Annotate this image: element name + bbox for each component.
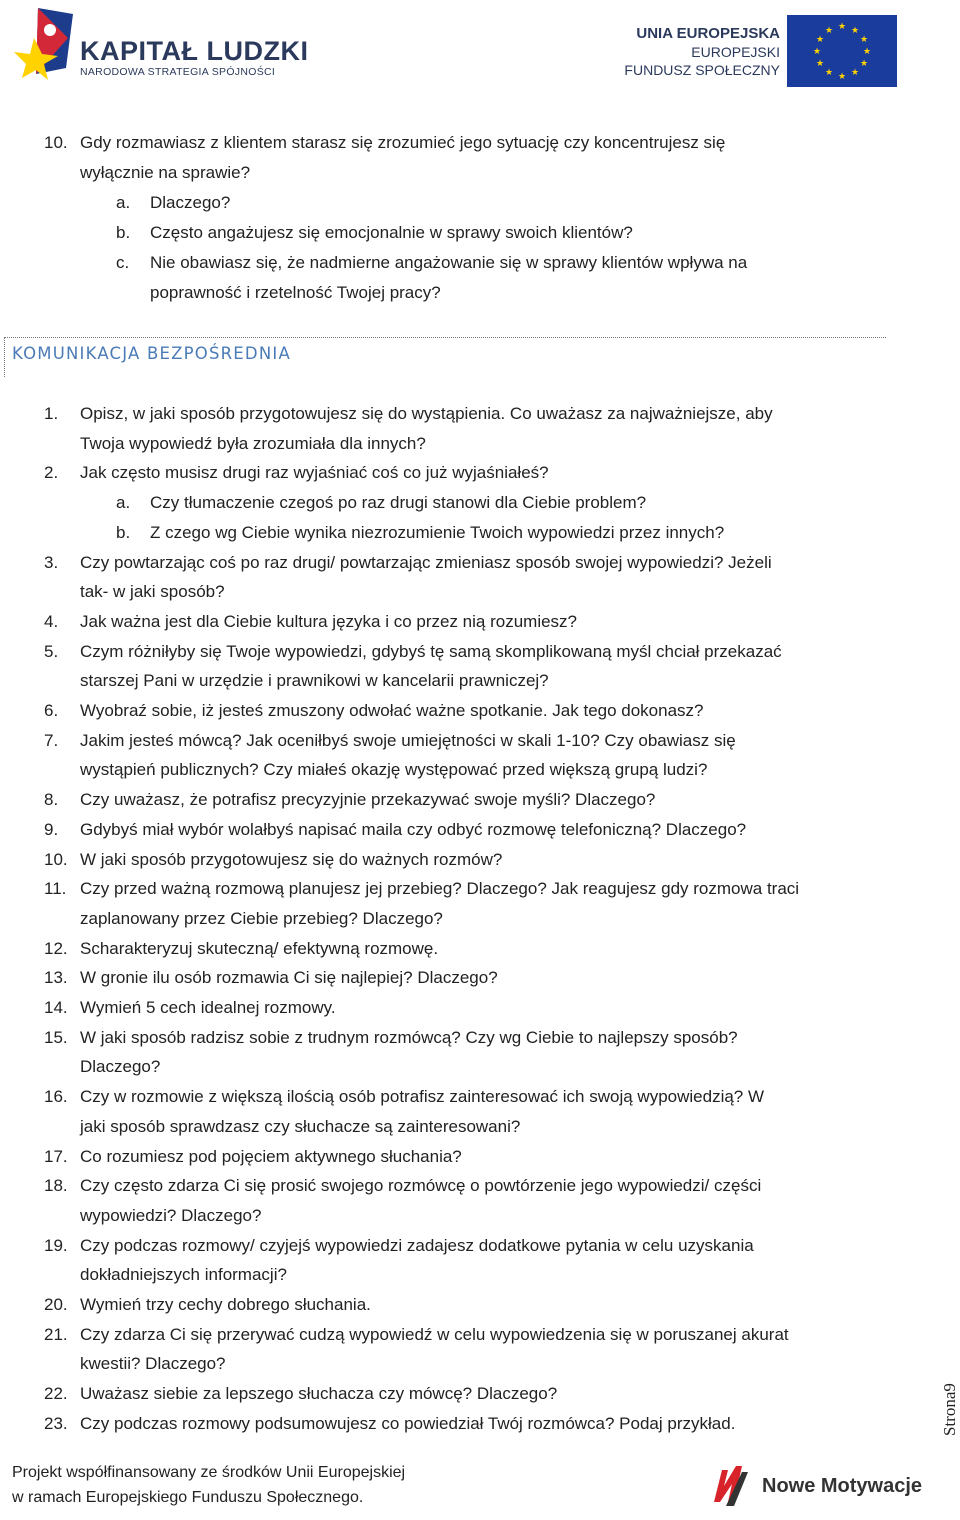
question-number: 10. [44,849,68,869]
question-text: Jak często musisz drugi raz wyjaśniać coś co już wyjaśniałeś? [80,463,549,483]
question-number: 8. [44,790,59,810]
question-text: Wymień trzy cechy dobrego słuchania. [80,1295,371,1314]
question-number: 4. [44,611,59,631]
question-text-line2: dokładniejszych informacji? [80,1265,287,1285]
question-text-line2: wypowiedzi? Dlaczego? [80,1205,262,1225]
question-number: 23. [44,1413,68,1433]
question-text: Czy przed ważną rozmową planujesz jej przebieg? Dlaczego? Jak reagujesz gdy rozmowa traci [80,879,800,899]
footer-line2: w ramach Europejskiego Funduszu Społecznego. [12,1489,364,1506]
question-number: 3. [44,552,59,572]
question-text: Co rozumiesz pod pojęciem aktywnego słuchania? [80,1146,462,1166]
question-text-line2: jaki sposób sprawdzasz czy słuchacze są zainteresowani? [80,1116,521,1136]
question-text: Czy zdarza Ci się przerywać cudzą wypowiedź w celu wypowiedzenia się w poruszanej akurat [80,1324,789,1344]
question-number: 18. [44,1176,68,1196]
question-text: Opisz, w jaki sposób przygotowujesz się do wystąpienia. Co uważasz za najważniejsze, aby [80,404,773,423]
question-text: Scharakteryzuj skuteczną/ efektywną rozmowę. [80,938,439,958]
svg-text:★: ★ [812,47,822,57]
question-text: Czy podczas rozmowy podsumowujesz co powiedział Twój rozmówca? Podaj przykład. [80,1413,736,1433]
question-number: 15. [44,1027,68,1047]
intro-question-line2: wyłącznie na sprawie? [80,163,251,182]
question-text: Uważasz siebie za lepszego słuchacza czy mówcę? Dlaczego? [80,1384,558,1404]
svg-text:★: ★ [859,35,869,45]
eu-flag-icon [787,15,897,87]
page-number-text: Strona9 [940,1383,959,1436]
eu-line3: FUNDUSZ SPOŁECZNY [624,62,780,78]
question-number: 13. [44,968,68,988]
question-number: 11. [44,879,67,899]
question-text: W jaki sposób radzisz sobie z trudnym rozmówcą? Czy wg Ciebie to najlepszy sposób? [80,1027,738,1047]
question-text: Jak ważna jest dla Ciebie kultura języka i co przez nią rozumiesz? [80,611,578,631]
question-number: 22. [44,1384,68,1404]
question-number: 1. [44,404,59,423]
footer-text [12,1460,405,1510]
question-number: 12. [44,938,68,958]
question-text: Czy podczas rozmowy/ czyjejś wypowiedzi zadajesz dodatkowe pytania w celu uzyskania [80,1235,754,1255]
sub-text-line1: Nie obawiasz się, że nadmierne angażowanie się w sprawy klientów wpływa na [150,253,748,272]
question-number: 9. [44,819,59,839]
question-number: 19. [44,1235,68,1255]
nowe-motywacje-label: Nowe Motywacje [762,1475,923,1497]
question-number: 5. [44,641,59,661]
question-text: Czym różniłyby się Twoje wypowiedzi, gdybyś tę samą skomplikowaną myśl chciał przekazać [80,641,782,661]
sub-text: Z czego wg Ciebie wynika niezrozumienie Twoich wypowiedzi przez innych? [150,522,725,542]
question-number: 2. [44,463,59,483]
page-header [0,0,960,100]
question-text: Czy w rozmowie z większą ilością osób potrafisz zainteresować ich swoją wypowiedzią? W [80,1087,765,1107]
question-text: Gdybyś miał wybór wolałbyś napisać maila czy odbyć rozmowę telefoniczną? Dlaczego? [80,819,747,839]
question-text-line2: wystąpień publicznych? Czy miałeś okazję występować przed większą grupą ludzi? [80,760,708,780]
question-number: 14. [44,998,68,1017]
kapital-ludzki-subtitle: NARODOWA STRATEGIA SPÓJNOŚCI [80,66,276,78]
question-text: Czy często zdarza Ci się prosić swojego rozmówcę o powtórzenie jego wypowiedzi/ części [80,1176,762,1196]
svg-text:★: ★ [837,22,847,32]
sub-text: Dlaczego? [150,193,231,212]
sub-text: Często angażujesz się emocjonalnie w sprawy swoich klientów? [150,223,633,242]
question-text: Czy uważasz, że potrafisz precyzyjnie przekazywać swoje myśli? Dlaczego? [80,790,656,810]
page-number [936,1370,960,1450]
question-text: Czy powtarzając coś po raz drugi/ powtarzając zmieniasz sposób swojej wypowiedzi? Jeżeli [80,552,772,572]
question-number: 7. [44,730,59,750]
question-text-line2: kwestii? Dlaczego? [80,1354,226,1374]
svg-text:★: ★ [850,26,860,36]
sub-letter: b. [116,223,131,242]
svg-text:★: ★ [824,26,834,36]
question-number: 21. [44,1324,68,1344]
kapital-ludzki-title: KAPITAŁ LUDZKI [80,36,309,66]
question-number: 20. [44,1295,68,1314]
sub-text: Czy tłumaczenie czegoś po raz drugi stanowi dla Ciebie problem? [150,493,647,513]
question-text-line2: tak- w jaki sposób? [80,582,225,602]
footer-line1: Projekt współfinansowany ze środków Unii Europejskiej [12,1464,406,1481]
question-text-line2: Twoja wypowiedź była zrozumiała dla innych? [80,433,426,453]
svg-text:★: ★ [837,72,847,82]
sub-letter: b. [116,522,131,542]
sub-letter: a. [116,193,131,212]
sub-letter: c. [116,253,130,272]
question-number: 6. [44,701,59,720]
question-number: 16. [44,1087,68,1107]
svg-text:★: ★ [815,59,825,69]
sub-letter: a. [116,493,131,513]
svg-text:★: ★ [862,47,872,57]
question-text-line2: Dlaczego? [80,1057,161,1077]
question-number: 17. [44,1146,68,1166]
eu-fund-label [620,24,780,79]
question-text-line2: starszej Pani w urzędzie i prawnikowi w kancelarii prawniczej? [80,671,549,691]
svg-text:★: ★ [859,59,869,69]
eu-line1: UNIA EUROPEJSKA [636,25,780,42]
intro-question-number: 10. [44,133,68,152]
eu-line2: EUROPEJSKI [691,44,780,60]
section-divider-left [4,337,5,377]
question-text: Jakim jesteś mówcą? Jak oceniłbyś swoje umiejętności w skali 1-10? Czy obawiasz się [80,730,736,750]
question-text: W jaki sposób przygotowujesz się do ważnych rozmów? [80,849,503,869]
question-text: W gronie ilu osób rozmawia Ci się najlepiej? Dlaczego? [80,968,498,988]
sub-text-line2: poprawność i rzetelność Twojej pracy? [150,283,441,302]
section-divider [4,337,886,338]
question-text: Wyobraź sobie, iż jesteś zmuszony odwołać ważne spotkanie. Jak tego dokonasz? [80,701,704,720]
svg-text:★: ★ [815,35,825,45]
nowe-motywacje-logo-icon [712,1462,752,1508]
question-text-line2: zaplanowany przez Ciebie przebieg? Dlaczego? [80,908,443,928]
section-heading: KOMUNIKACJA BEZPOŚREDNIA [12,344,291,363]
svg-text:★: ★ [850,68,860,78]
svg-text:★: ★ [824,68,834,78]
question-text: Wymień 5 cech idealnej rozmowy. [80,998,336,1017]
intro-question-line1: Gdy rozmawiasz z klientem starasz się zrozumieć jego sytuację czy koncentrujesz się [80,133,726,152]
